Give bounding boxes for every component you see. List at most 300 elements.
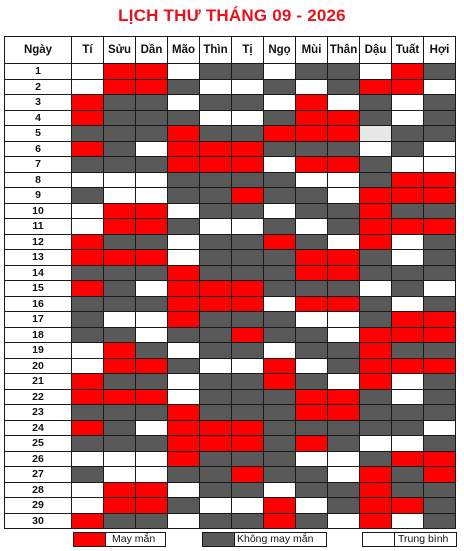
hour-cell bbox=[296, 250, 328, 266]
hour-cell bbox=[72, 420, 104, 436]
table-row bbox=[5, 110, 456, 126]
hour-cell bbox=[136, 126, 168, 142]
hour-cell bbox=[264, 327, 296, 343]
hour-cell bbox=[360, 343, 392, 359]
hour-cell bbox=[296, 513, 328, 529]
day-number: 8 bbox=[5, 172, 72, 188]
table-row bbox=[5, 389, 456, 405]
hour-cell bbox=[328, 188, 360, 204]
table-row bbox=[5, 64, 456, 80]
hour-cell bbox=[168, 157, 200, 173]
hour-cell bbox=[360, 467, 392, 483]
hour-cell bbox=[328, 436, 360, 452]
hour-cell bbox=[104, 172, 136, 188]
hour-cell bbox=[360, 250, 392, 266]
hour-cell bbox=[72, 95, 104, 111]
header-2: Sửu bbox=[104, 37, 136, 64]
hour-cell bbox=[296, 498, 328, 514]
hour-cell bbox=[168, 265, 200, 281]
hour-cell bbox=[424, 234, 456, 250]
hour-cell bbox=[264, 110, 296, 126]
page-title: LỊCH THƯ THÁNG 09 - 2026 bbox=[118, 6, 346, 25]
hour-cell bbox=[136, 203, 168, 219]
hour-cell bbox=[168, 219, 200, 235]
hour-cell bbox=[424, 141, 456, 157]
hour-cell bbox=[360, 312, 392, 328]
hour-cell bbox=[264, 281, 296, 297]
hour-cell bbox=[72, 172, 104, 188]
hour-cell bbox=[264, 265, 296, 281]
hour-cell bbox=[328, 374, 360, 390]
hour-cell bbox=[392, 482, 424, 498]
hour-cell bbox=[232, 203, 264, 219]
day-number: 28 bbox=[5, 482, 72, 498]
hour-cell bbox=[200, 498, 232, 514]
calendar-body bbox=[5, 64, 456, 529]
hour-cell bbox=[168, 79, 200, 95]
table-row bbox=[5, 95, 456, 111]
hour-cell bbox=[168, 389, 200, 405]
hour-cell bbox=[392, 141, 424, 157]
hour-cell bbox=[424, 451, 456, 467]
hour-cell bbox=[136, 157, 168, 173]
hour-cell bbox=[360, 389, 392, 405]
hour-cell bbox=[104, 95, 136, 111]
hour-cell bbox=[296, 203, 328, 219]
hour-cell bbox=[136, 110, 168, 126]
hour-cell bbox=[296, 358, 328, 374]
hour-cell bbox=[136, 95, 168, 111]
hour-cell bbox=[72, 405, 104, 421]
hour-cell bbox=[328, 451, 360, 467]
day-number: 16 bbox=[5, 296, 72, 312]
hour-cell bbox=[168, 343, 200, 359]
hour-cell bbox=[264, 141, 296, 157]
day-number: 22 bbox=[5, 389, 72, 405]
hour-cell bbox=[232, 389, 264, 405]
hour-cell bbox=[360, 327, 392, 343]
hour-cell bbox=[392, 250, 424, 266]
table-row bbox=[5, 513, 456, 529]
hour-cell bbox=[72, 436, 104, 452]
hour-cell bbox=[104, 312, 136, 328]
hour-cell bbox=[296, 374, 328, 390]
hour-cell bbox=[264, 343, 296, 359]
hour-cell bbox=[360, 141, 392, 157]
hour-cell bbox=[328, 482, 360, 498]
hour-cell bbox=[104, 265, 136, 281]
hour-cell bbox=[200, 389, 232, 405]
hour-cell bbox=[168, 405, 200, 421]
hour-cell bbox=[296, 126, 328, 142]
hour-cell bbox=[72, 358, 104, 374]
day-number: 2 bbox=[5, 79, 72, 95]
hour-cell bbox=[392, 420, 424, 436]
table-row bbox=[5, 79, 456, 95]
table-row bbox=[5, 420, 456, 436]
hour-cell bbox=[72, 141, 104, 157]
hour-cell bbox=[424, 172, 456, 188]
hour-cell bbox=[424, 110, 456, 126]
hour-cell bbox=[200, 405, 232, 421]
hour-cell bbox=[136, 420, 168, 436]
hour-cell bbox=[200, 110, 232, 126]
legend-unlucky-label: Không may mắn bbox=[237, 533, 314, 545]
hour-cell bbox=[328, 265, 360, 281]
hour-cell bbox=[328, 79, 360, 95]
hour-cell bbox=[200, 312, 232, 328]
hour-cell bbox=[296, 467, 328, 483]
hour-cell bbox=[72, 482, 104, 498]
hour-cell bbox=[200, 219, 232, 235]
hour-cell bbox=[168, 327, 200, 343]
day-number: 10 bbox=[5, 203, 72, 219]
hour-cell bbox=[424, 467, 456, 483]
hour-cell bbox=[328, 513, 360, 529]
hour-cell bbox=[232, 219, 264, 235]
hour-cell bbox=[296, 327, 328, 343]
hour-cell bbox=[392, 172, 424, 188]
hour-cell bbox=[360, 451, 392, 467]
hour-cell bbox=[232, 436, 264, 452]
hour-cell bbox=[72, 451, 104, 467]
hour-cell bbox=[264, 374, 296, 390]
hour-cell bbox=[200, 265, 232, 281]
hour-cell bbox=[424, 420, 456, 436]
hour-cell bbox=[72, 234, 104, 250]
hour-cell bbox=[296, 79, 328, 95]
hour-cell bbox=[360, 281, 392, 297]
hour-cell bbox=[360, 420, 392, 436]
hour-cell bbox=[264, 451, 296, 467]
hour-cell bbox=[232, 141, 264, 157]
hour-cell bbox=[392, 234, 424, 250]
hour-cell bbox=[264, 157, 296, 173]
hour-cell bbox=[424, 296, 456, 312]
hour-cell bbox=[232, 312, 264, 328]
header-8: Mùi bbox=[296, 37, 328, 64]
header-1: Tí bbox=[72, 37, 104, 64]
hour-cell bbox=[168, 64, 200, 80]
header-day: Ngày bbox=[5, 37, 72, 64]
hour-cell bbox=[296, 110, 328, 126]
hour-cell bbox=[136, 296, 168, 312]
hour-cell bbox=[296, 141, 328, 157]
hour-cell bbox=[424, 343, 456, 359]
hour-cell bbox=[392, 405, 424, 421]
hour-cell bbox=[264, 513, 296, 529]
legend-unlucky-swatch bbox=[202, 532, 235, 547]
hour-cell bbox=[104, 451, 136, 467]
hour-cell bbox=[232, 126, 264, 142]
hour-cell bbox=[328, 498, 360, 514]
hour-cell bbox=[168, 95, 200, 111]
hour-cell bbox=[232, 374, 264, 390]
hour-cell bbox=[232, 234, 264, 250]
hour-cell bbox=[360, 64, 392, 80]
hour-cell bbox=[264, 172, 296, 188]
hour-cell bbox=[136, 250, 168, 266]
hour-cell bbox=[360, 126, 392, 142]
hour-cell bbox=[104, 281, 136, 297]
day-number: 4 bbox=[5, 110, 72, 126]
hour-cell bbox=[232, 498, 264, 514]
day-number: 17 bbox=[5, 312, 72, 328]
hour-cell bbox=[296, 172, 328, 188]
day-number: 15 bbox=[5, 281, 72, 297]
hour-cell bbox=[104, 343, 136, 359]
table-row bbox=[5, 172, 456, 188]
hour-cell bbox=[392, 126, 424, 142]
hour-cell bbox=[264, 219, 296, 235]
hour-cell bbox=[168, 234, 200, 250]
table-row bbox=[5, 296, 456, 312]
hour-cell bbox=[104, 110, 136, 126]
hour-cell bbox=[360, 157, 392, 173]
hour-cell bbox=[200, 513, 232, 529]
day-number: 14 bbox=[5, 265, 72, 281]
header-9: Thân bbox=[328, 37, 360, 64]
hour-cell bbox=[360, 374, 392, 390]
hour-cell bbox=[296, 420, 328, 436]
hour-cell bbox=[392, 64, 424, 80]
hour-cell bbox=[136, 374, 168, 390]
table-row bbox=[5, 358, 456, 374]
hour-cell bbox=[424, 250, 456, 266]
hour-cell bbox=[328, 64, 360, 80]
hour-cell bbox=[424, 436, 456, 452]
hour-cell bbox=[296, 436, 328, 452]
hour-cell bbox=[296, 451, 328, 467]
hour-cell bbox=[264, 95, 296, 111]
hour-cell bbox=[104, 513, 136, 529]
hour-cell bbox=[104, 219, 136, 235]
table-row bbox=[5, 327, 456, 343]
hour-cell bbox=[264, 79, 296, 95]
hour-cell bbox=[104, 420, 136, 436]
hour-cell bbox=[168, 358, 200, 374]
hour-cell bbox=[200, 157, 232, 173]
table-row bbox=[5, 436, 456, 452]
hour-cell bbox=[104, 374, 136, 390]
hour-cell bbox=[360, 296, 392, 312]
hour-cell bbox=[200, 95, 232, 111]
hour-cell bbox=[360, 203, 392, 219]
legend-lucky-label: May mắn bbox=[112, 533, 156, 545]
hour-cell bbox=[104, 358, 136, 374]
hour-cell bbox=[392, 343, 424, 359]
hour-cell bbox=[168, 374, 200, 390]
hour-cell bbox=[328, 172, 360, 188]
hour-cell bbox=[232, 482, 264, 498]
hour-cell bbox=[328, 343, 360, 359]
hour-cell bbox=[424, 265, 456, 281]
hour-cell bbox=[424, 498, 456, 514]
hour-cell bbox=[328, 250, 360, 266]
hour-cell bbox=[328, 296, 360, 312]
table-row bbox=[5, 234, 456, 250]
day-number: 27 bbox=[5, 467, 72, 483]
hour-cell bbox=[136, 265, 168, 281]
hour-cell bbox=[200, 343, 232, 359]
hour-cell bbox=[328, 203, 360, 219]
day-number: 20 bbox=[5, 358, 72, 374]
hour-cell bbox=[328, 358, 360, 374]
day-number: 3 bbox=[5, 95, 72, 111]
hour-cell bbox=[200, 451, 232, 467]
hour-cell bbox=[264, 467, 296, 483]
day-number: 24 bbox=[5, 420, 72, 436]
hour-cell bbox=[264, 312, 296, 328]
hour-cell bbox=[424, 79, 456, 95]
hour-cell bbox=[328, 327, 360, 343]
hour-cell bbox=[424, 312, 456, 328]
hour-cell bbox=[232, 95, 264, 111]
hour-cell bbox=[136, 79, 168, 95]
hour-cell bbox=[392, 296, 424, 312]
table-row bbox=[5, 203, 456, 219]
hour-cell bbox=[424, 405, 456, 421]
hour-cell bbox=[392, 110, 424, 126]
hour-cell bbox=[232, 405, 264, 421]
hour-cell bbox=[392, 327, 424, 343]
hour-cell bbox=[136, 327, 168, 343]
hour-cell bbox=[200, 296, 232, 312]
hour-cell bbox=[328, 157, 360, 173]
hour-cell bbox=[104, 296, 136, 312]
hour-cell bbox=[72, 374, 104, 390]
hour-cell bbox=[296, 219, 328, 235]
hour-cell bbox=[360, 436, 392, 452]
table-row bbox=[5, 281, 456, 297]
hour-cell bbox=[168, 172, 200, 188]
legend-neutral-swatch bbox=[362, 532, 395, 547]
hour-cell bbox=[72, 188, 104, 204]
hour-cell bbox=[232, 358, 264, 374]
hour-cell bbox=[424, 281, 456, 297]
hour-cell bbox=[264, 389, 296, 405]
hour-cell bbox=[392, 498, 424, 514]
hour-cell bbox=[296, 405, 328, 421]
hour-cell bbox=[72, 389, 104, 405]
hour-cell bbox=[264, 436, 296, 452]
hour-cell bbox=[168, 126, 200, 142]
hour-cell bbox=[72, 296, 104, 312]
hour-cell bbox=[424, 203, 456, 219]
hour-cell bbox=[424, 513, 456, 529]
hour-cell bbox=[296, 64, 328, 80]
hour-cell bbox=[424, 219, 456, 235]
table-row bbox=[5, 482, 456, 498]
hour-cell bbox=[136, 513, 168, 529]
hour-cell bbox=[200, 126, 232, 142]
header-4: Mão bbox=[168, 37, 200, 64]
day-number: 5 bbox=[5, 126, 72, 142]
hour-cell bbox=[200, 482, 232, 498]
hour-cell bbox=[360, 95, 392, 111]
day-number: 25 bbox=[5, 436, 72, 452]
hour-cell bbox=[392, 265, 424, 281]
hour-cell bbox=[264, 64, 296, 80]
hour-cell bbox=[264, 405, 296, 421]
day-number: 29 bbox=[5, 498, 72, 514]
hour-cell bbox=[232, 281, 264, 297]
hour-cell bbox=[104, 482, 136, 498]
hour-cell bbox=[104, 157, 136, 173]
hour-cell bbox=[72, 79, 104, 95]
day-number: 11 bbox=[5, 219, 72, 235]
hour-cell bbox=[424, 327, 456, 343]
hour-cell bbox=[168, 467, 200, 483]
hour-cell bbox=[328, 219, 360, 235]
hour-cell bbox=[360, 513, 392, 529]
header-10: Dậu bbox=[360, 37, 392, 64]
hour-cell bbox=[200, 203, 232, 219]
hour-cell bbox=[424, 374, 456, 390]
hour-cell bbox=[168, 436, 200, 452]
hour-cell bbox=[232, 513, 264, 529]
table-row bbox=[5, 126, 456, 142]
hour-cell bbox=[104, 141, 136, 157]
table-row bbox=[5, 451, 456, 467]
hour-cell bbox=[200, 281, 232, 297]
table-row bbox=[5, 265, 456, 281]
hour-cell bbox=[296, 265, 328, 281]
legend-neutral-label: Trung bình bbox=[398, 533, 449, 545]
hour-cell bbox=[264, 126, 296, 142]
hour-cell bbox=[136, 343, 168, 359]
hour-cell bbox=[264, 482, 296, 498]
day-number: 26 bbox=[5, 451, 72, 467]
hour-cell bbox=[264, 250, 296, 266]
hour-cell bbox=[232, 296, 264, 312]
hour-cell bbox=[104, 126, 136, 142]
hour-cell bbox=[360, 79, 392, 95]
hour-cell bbox=[136, 405, 168, 421]
hour-cell bbox=[200, 188, 232, 204]
header-11: Tuất bbox=[392, 37, 424, 64]
hour-cell bbox=[232, 327, 264, 343]
hour-cell bbox=[136, 482, 168, 498]
hour-cell bbox=[136, 141, 168, 157]
hour-cell bbox=[72, 513, 104, 529]
hour-cell bbox=[72, 312, 104, 328]
hour-cell bbox=[104, 188, 136, 204]
hour-cell bbox=[200, 64, 232, 80]
hour-cell bbox=[136, 498, 168, 514]
hour-cell bbox=[168, 513, 200, 529]
hour-cell bbox=[360, 234, 392, 250]
day-number: 12 bbox=[5, 234, 72, 250]
hour-cell bbox=[104, 79, 136, 95]
hour-cell bbox=[264, 203, 296, 219]
hour-cell bbox=[168, 281, 200, 297]
hour-cell bbox=[232, 64, 264, 80]
hour-cell bbox=[424, 188, 456, 204]
hour-cell bbox=[392, 188, 424, 204]
hour-cell bbox=[168, 420, 200, 436]
hour-cell bbox=[104, 498, 136, 514]
hour-cell bbox=[72, 126, 104, 142]
hour-cell bbox=[360, 482, 392, 498]
hour-cell bbox=[264, 420, 296, 436]
hour-cell bbox=[136, 188, 168, 204]
hour-cell bbox=[328, 467, 360, 483]
hour-cell bbox=[72, 203, 104, 219]
hour-cell bbox=[136, 64, 168, 80]
hour-cell bbox=[136, 281, 168, 297]
table-row bbox=[5, 250, 456, 266]
